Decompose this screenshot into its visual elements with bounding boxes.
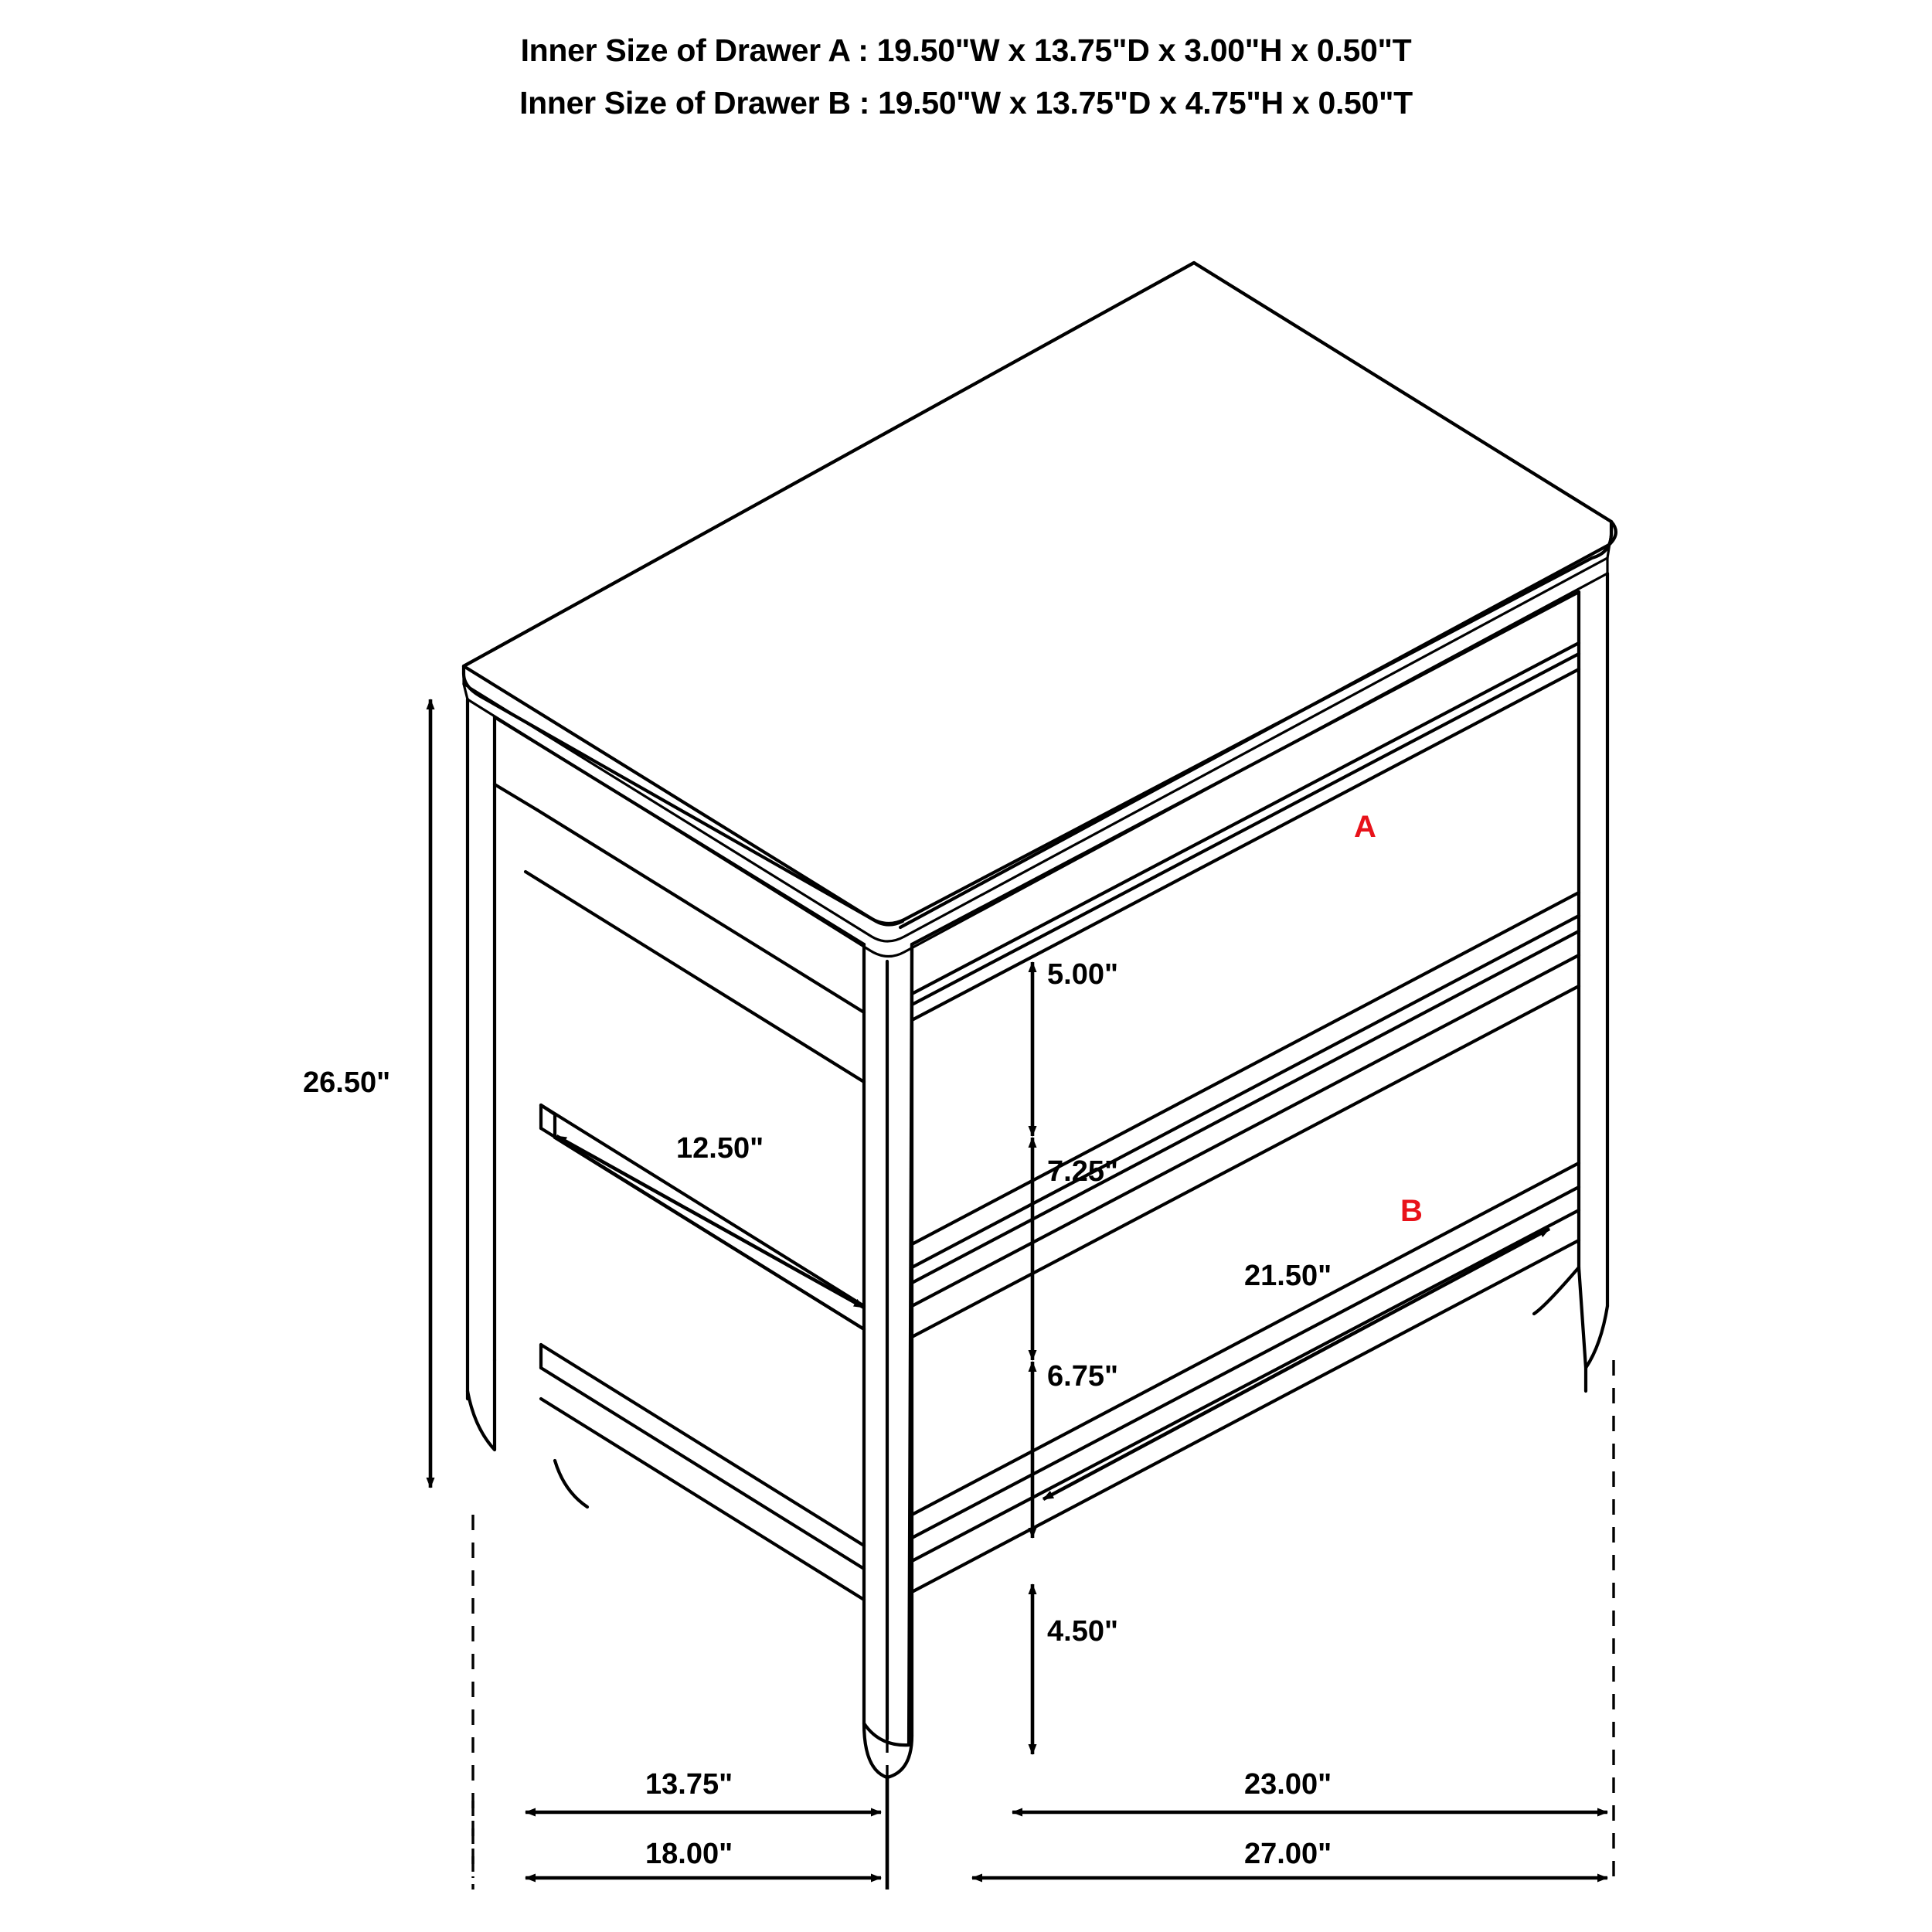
dim-side-overall-depth: 18.00"	[645, 1838, 733, 1870]
dim-top-shelf-opening: 5.00"	[1047, 958, 1118, 991]
dim-side-inner-depth: 13.75"	[645, 1768, 733, 1801]
dim-overall-height: 26.50"	[303, 1066, 391, 1099]
table-top	[464, 263, 1616, 957]
drawer-a-label: A	[1354, 810, 1376, 844]
dim-mid-opening: 7.25"	[1047, 1155, 1118, 1188]
drawer-b-label: B	[1400, 1194, 1423, 1228]
drawer-a-spec-line: Inner Size of Drawer A : 19.50"W x 13.75"D x 3.00"H x 0.50"T	[520, 32, 1412, 68]
dim-lower-opening: 6.75"	[1047, 1360, 1118, 1393]
dim-side-shelf-width: 12.50"	[676, 1132, 764, 1165]
drawer-b-spec-line: Inner Size of Drawer B : 19.50"W x 13.75"D x 4.75"H x 0.50"T	[519, 85, 1413, 121]
dim-front-overall-width: 27.00"	[1244, 1838, 1332, 1870]
right-leg-foot	[1534, 1267, 1586, 1391]
dim-front-shelf-width: 21.50"	[1244, 1260, 1332, 1292]
dim-leg-height: 4.50"	[1047, 1615, 1118, 1648]
dimension-lines	[430, 699, 1614, 1889]
dim-front-inner-width: 23.00"	[1244, 1768, 1332, 1801]
